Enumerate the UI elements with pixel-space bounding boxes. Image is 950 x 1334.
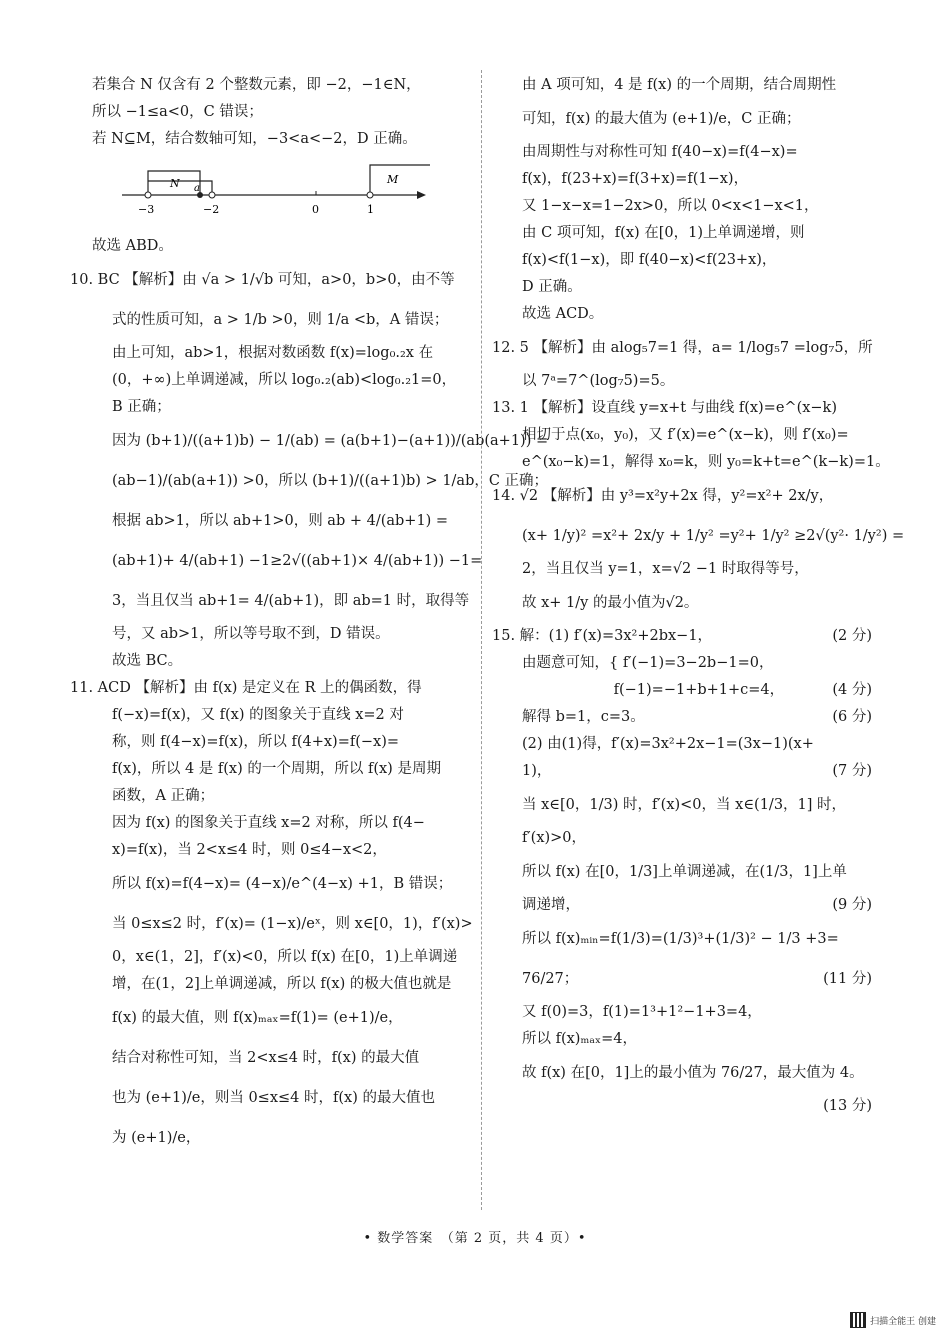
text-line: 又 1−x−x=1−2x>0，所以 0<x<1−x<1， bbox=[522, 198, 819, 214]
qr-code-icon bbox=[850, 1312, 866, 1328]
text-line: 0，x∈(1，2]，f′(x)<0，所以 f(x) 在[0，1)上单调递 bbox=[112, 949, 458, 965]
text-line: (0，+∞)上单调递减，所以 log₀.₂(ab)<log₀.₂1=0， bbox=[112, 372, 457, 388]
text-line: 所以 −1≤a<0，C 错误； bbox=[92, 104, 263, 120]
q15-line bbox=[502, 999, 872, 1026]
text-line: D 正确。 bbox=[522, 279, 582, 295]
text-line: 也为 (e+1)/e，则当 0≤x≤4 时，f(x) 的最大值也 bbox=[112, 1090, 435, 1106]
set-label: M bbox=[387, 173, 399, 186]
open-point-neg2 bbox=[209, 192, 215, 198]
q15-line bbox=[502, 892, 872, 919]
text-line: 增，在(1，2]上单调递减，所以 f(x) 的极大值也就是 bbox=[112, 976, 452, 992]
set-label: a bbox=[194, 183, 200, 194]
text-line: f(−x)=f(x)，又 f(x) 的图象关于直线 x=2 对 bbox=[112, 707, 404, 723]
watermark-text: 扫描全能王 创建 bbox=[870, 1316, 936, 1327]
q15-line bbox=[492, 623, 872, 650]
text-line: 故选 ABD。 bbox=[92, 238, 173, 254]
score-label: (13 分) bbox=[823, 1098, 872, 1114]
text-line: 可知，f(x) 的最大值为 (e+1)/e，C 正确； bbox=[522, 111, 801, 127]
text-line: x)=f(x)，当 2<x≤4 时，则 0≤4−x<2， bbox=[112, 842, 387, 858]
scanner-watermark bbox=[850, 1312, 936, 1328]
score-label: (11 分) bbox=[823, 971, 872, 987]
tick-label: 1 bbox=[367, 203, 374, 216]
q15-text: 又 f(0)=3，f(1)=1³+1²−1+3=4， bbox=[522, 1004, 762, 1020]
text-line: 故 x+ 1/y 的最小值为√2。 bbox=[522, 595, 699, 611]
q15-line bbox=[502, 650, 872, 677]
score-label: (4 分) bbox=[832, 682, 872, 698]
text-line: 由 C 项可知，f(x) 在[0，1)上单调递增，则 bbox=[522, 225, 805, 241]
text-line: 函数，A 正确； bbox=[112, 788, 215, 804]
q15-text: f(−1)=−1+b+1+c=4， bbox=[522, 682, 785, 698]
column-divider bbox=[481, 70, 482, 1210]
text-line: 2，当且仅当 y=1，x=√2 −1 时取得等号， bbox=[522, 561, 809, 577]
left-column bbox=[70, 72, 549, 1158]
text-line: 以 7ᵃ=7^(log₇5)=5。 bbox=[522, 373, 675, 389]
text-line: 号，又 ab>1，所以等号取不到，D 错误。 bbox=[112, 626, 390, 642]
text-line: 若集合 N 仅含有 2 个整数元素，即 −2，−1∈N， bbox=[92, 77, 421, 93]
q15-text: f′(x)>0， bbox=[522, 830, 587, 846]
right-column bbox=[492, 72, 905, 1114]
q15-line bbox=[502, 919, 872, 959]
q15-line bbox=[502, 1026, 872, 1053]
q15-line bbox=[502, 758, 872, 785]
text-line: f(x)<f(1−x)，即 f(40−x)<f(23+x)， bbox=[522, 252, 777, 268]
text-line: 当 0≤x≤2 时，f′(x)= (1−x)/eˣ，则 x∈[0，1)，f′(x)> bbox=[112, 916, 473, 932]
q15-text: 1)， bbox=[522, 763, 552, 779]
text-line: e^(x₀−k)=1，解得 x₀=k，则 y₀=k+t=e^(k−k)=1。 bbox=[522, 454, 890, 470]
score-label: (2 分) bbox=[832, 628, 872, 644]
question-10-start: 10. BC 【解析】由 √a > 1/√b 可知，a>0，b>0，由不等 bbox=[70, 272, 455, 288]
text-line: B 正确； bbox=[112, 399, 171, 415]
q15-text: 所以 f(x)ₘₐₓ=4， bbox=[522, 1031, 637, 1047]
q15-text: 15. 解：(1) f′(x)=3x²+2bx−1， bbox=[492, 628, 713, 644]
text-line: 由 A 项可知，4 是 f(x) 的一个周期，结合周期性 bbox=[522, 77, 837, 93]
text-line: 若 N⊆M，结合数轴可知，−3<a<−2，D 正确。 bbox=[92, 131, 417, 147]
q15-text: 所以 f(x) 在[0，1/3]上单调递减，在(1/3，1]上单 bbox=[522, 864, 847, 880]
text-line: f(x)，所以 4 是 f(x) 的一个周期，所以 f(x) 是周期 bbox=[112, 761, 441, 777]
q15-text: 故 f(x) 在[0，1]上的最小值为 76/27，最大值为 4。 bbox=[522, 1065, 864, 1081]
text-line: 所以 f(x)=f(4−x)= (4−x)/e^(4−x) +1，B 错误； bbox=[112, 876, 453, 892]
text-line: (x+ 1/y)² =x²+ 2x/y + 1/y² =y²+ 1/y² ≥2√(y²· 1/y²) = bbox=[522, 528, 905, 544]
text-line: 故选 BC。 bbox=[112, 653, 183, 669]
q15-line bbox=[502, 825, 872, 852]
axis-arrow bbox=[417, 191, 426, 199]
open-point-neg3 bbox=[145, 192, 151, 198]
page-footer: • 数学答案 （第 2 页，共 4 页）• bbox=[363, 1231, 587, 1246]
text-line: 相切于点(x₀，y₀)，又 f′(x)=e^(x−k)，则 f′(x₀)= bbox=[522, 427, 849, 443]
q15-text: 解得 b=1，c=3。 bbox=[522, 709, 645, 725]
text-line: (ab+1)+ 4/(ab+1) −1≥2√((ab+1)× 4/(ab+1)) −1= bbox=[112, 553, 483, 569]
score-label: (7 分) bbox=[832, 763, 872, 779]
q15-line bbox=[502, 959, 872, 999]
question-12-start: 12. 5 【解析】由 alog₅7=1 得，a= 1/log₅7 =log₇5，所 bbox=[492, 340, 873, 356]
question-13-start: 13. 1 【解析】设直线 y=x+t 与曲线 f(x)=e^(x−k) bbox=[492, 400, 837, 416]
q15-line bbox=[502, 731, 872, 758]
q15-text: 所以 f(x)ₘᵢₙ=f(1/3)=(1/3)³+(1/3)² − 1/3 +3= bbox=[522, 931, 839, 947]
text-line: 由周期性与对称性可知 f(40−x)=f(4−x)= bbox=[522, 144, 798, 160]
text-line: 3，当且仅当 ab+1= 4/(ab+1)，即 ab=1 时，取得等 bbox=[112, 593, 470, 609]
q15-line bbox=[502, 704, 872, 731]
question-11-start: 11. ACD 【解析】由 f(x) 是定义在 R 上的偶函数，得 bbox=[70, 680, 422, 696]
score-label: (6 分) bbox=[832, 709, 872, 725]
text-line: 式的性质可知，a > 1/b >0，则 1/a <b，A 错误； bbox=[112, 312, 449, 328]
q15-text: 当 x∈[0，1/3) 时，f′(x)<0，当 x∈(1/3，1] 时， bbox=[522, 797, 847, 813]
tick-label: 0 bbox=[312, 203, 319, 216]
score-label: (9 分) bbox=[832, 897, 872, 913]
tick-label: −2 bbox=[203, 203, 220, 216]
open-point-1 bbox=[367, 192, 373, 198]
text-line: 由上可知，ab>1，根据对数函数 f(x)=log₀.₂x 在 bbox=[112, 345, 434, 361]
number-line-figure bbox=[112, 157, 464, 225]
set-m-box bbox=[370, 165, 430, 195]
q15-text: 由题意可知，{ f′(−1)=3−2b−1=0， bbox=[522, 655, 774, 671]
q15-line bbox=[502, 852, 872, 892]
text-line: 因为 (b+1)/((a+1)b) − 1/(ab) = (a(b+1)−(a+1))/(ab(a+1)) = bbox=[112, 433, 549, 449]
q15-line bbox=[502, 1053, 872, 1093]
q15-text: (2) 由(1)得，f′(x)=3x²+2x−1=(3x−1)(x+ bbox=[522, 736, 814, 752]
q15-line bbox=[502, 677, 872, 704]
text-line: 为 (e+1)/e， bbox=[112, 1130, 201, 1146]
text-line: f(x) 的最大值，则 f(x)ₘₐₓ=f(1)= (e+1)/e， bbox=[112, 1010, 403, 1026]
text-line: 称，则 f(4−x)=f(x)，所以 f(4+x)=f(−x)= bbox=[112, 734, 399, 750]
text-line: 故选 ACD。 bbox=[522, 306, 604, 322]
q15-text: 调递增， bbox=[522, 897, 580, 913]
tick-label: −3 bbox=[138, 203, 155, 216]
question-14-start: 14. √2 【解析】由 y³=x²y+2x 得，y²=x²+ 2x/y， bbox=[492, 488, 834, 504]
text-line: (ab−1)/(ab(a+1)) >0，所以 (b+1)/((a+1)b) > 1/ab，C 正确； bbox=[112, 473, 549, 489]
q15-text: 76/27； bbox=[522, 971, 579, 987]
text-line: f(x)，f(23+x)=f(3+x)=f(1−x)， bbox=[522, 171, 749, 187]
set-label: N bbox=[170, 177, 180, 190]
q15-line bbox=[502, 785, 872, 825]
number-line-svg bbox=[112, 157, 432, 225]
set-n-inner bbox=[148, 181, 212, 195]
text-line: 因为 f(x) 的图象关于直线 x=2 对称，所以 f(4− bbox=[112, 815, 425, 831]
text-line: 根据 ab>1，所以 ab+1>0，则 ab + 4/(ab+1) = bbox=[112, 513, 449, 529]
text-line: 结合对称性可知，当 2<x≤4 时，f(x) 的最大值 bbox=[112, 1050, 420, 1066]
